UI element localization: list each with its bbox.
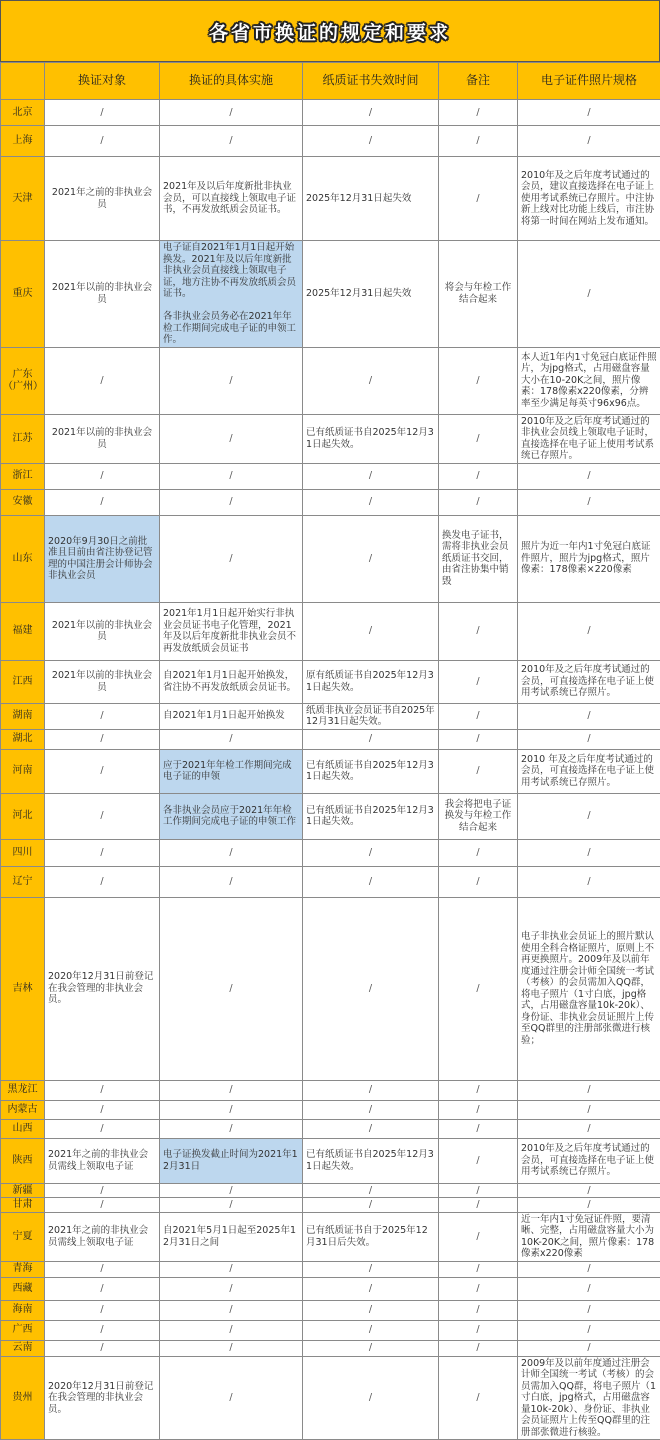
table-row bbox=[1, 489, 660, 515]
cell-expiry: / bbox=[303, 126, 439, 157]
cell-notes: / bbox=[439, 1320, 518, 1340]
cell-expiry: / bbox=[303, 463, 439, 489]
cell-implementation: / bbox=[160, 1320, 303, 1340]
province-cell: 河北 bbox=[1, 793, 45, 839]
cell-target: / bbox=[45, 1277, 160, 1300]
cell-photo-spec: 2010年及之后年度考试通过的会员，可直接选择在电子证上使用考试系统已存照片。 bbox=[518, 660, 660, 703]
province-cell: 宁夏 bbox=[1, 1212, 45, 1261]
header-cell-expiry: 纸质证书失效时间 bbox=[303, 63, 439, 100]
cell-implementation: / bbox=[160, 1356, 303, 1440]
cell-photo-spec: / bbox=[518, 1261, 660, 1277]
cell-notes: / bbox=[439, 1212, 518, 1261]
cell-photo-spec: / bbox=[518, 1277, 660, 1300]
table-row bbox=[1, 793, 660, 839]
cell-target: 2020年12月31日前登记在我会管理的非执业会员。 bbox=[45, 1356, 160, 1440]
table-row bbox=[1, 703, 660, 729]
cell-notes: / bbox=[439, 866, 518, 897]
cell-expiry: 2025年12月31日起失效 bbox=[303, 241, 439, 348]
cell-target: / bbox=[45, 1261, 160, 1277]
cell-implementation: / bbox=[160, 489, 303, 515]
cell-expiry: / bbox=[303, 1261, 439, 1277]
cell-target: / bbox=[45, 1320, 160, 1340]
province-cell: 河南 bbox=[1, 749, 45, 793]
cell-expiry: / bbox=[303, 1119, 439, 1138]
cell-photo-spec: / bbox=[518, 1119, 660, 1138]
cell-target: 2021年之前的非执业会员 bbox=[45, 157, 160, 241]
table-row bbox=[1, 897, 660, 1080]
cell-notes: / bbox=[439, 1340, 518, 1356]
cell-target: / bbox=[45, 749, 160, 793]
cell-notes: / bbox=[439, 839, 518, 866]
cell-implementation: 应于2021年年检工作期间完成电子证的申领 bbox=[160, 749, 303, 793]
table-row bbox=[1, 839, 660, 866]
table-row bbox=[1, 347, 660, 414]
province-cell: 江苏 bbox=[1, 414, 45, 463]
cell-expiry: 2025年12月31日起失效 bbox=[303, 157, 439, 241]
cell-notes: / bbox=[439, 660, 518, 703]
cell-notes: / bbox=[439, 1138, 518, 1183]
cell-target: / bbox=[45, 126, 160, 157]
cell-notes: / bbox=[439, 1198, 518, 1213]
cell-notes: / bbox=[439, 1277, 518, 1300]
cell-target: / bbox=[45, 463, 160, 489]
cell-implementation: / bbox=[160, 866, 303, 897]
cell-photo-spec: / bbox=[518, 1183, 660, 1198]
cell-notes: / bbox=[439, 414, 518, 463]
cell-notes: / bbox=[439, 1119, 518, 1138]
cell-implementation: 2021年及以后年度新批非执业会员，可以直接线上领取电子证书，不再发放纸质会员证书。 bbox=[160, 157, 303, 241]
table-row bbox=[1, 414, 660, 463]
table-row bbox=[1, 1277, 660, 1300]
cell-photo-spec: / bbox=[518, 1080, 660, 1100]
cell-photo-spec: / bbox=[518, 839, 660, 866]
cell-implementation: / bbox=[160, 1119, 303, 1138]
cell-expiry: / bbox=[303, 100, 439, 126]
cell-notes: / bbox=[439, 157, 518, 241]
cell-target: / bbox=[45, 1119, 160, 1138]
province-cell: 浙江 bbox=[1, 463, 45, 489]
cell-target: 2021年以前的非执业会员 bbox=[45, 241, 160, 348]
cell-notes: / bbox=[439, 897, 518, 1080]
cell-implementation: / bbox=[160, 1300, 303, 1320]
province-cell: 广西 bbox=[1, 1320, 45, 1340]
province-cell: 湖南 bbox=[1, 703, 45, 729]
cell-expiry: / bbox=[303, 1356, 439, 1440]
cell-photo-spec: 照片为近一年内1寸免冠白底证件照片，照片为jpg格式，照片像素：178像素×220像素 bbox=[518, 515, 660, 602]
header-cell-target: 换证对象 bbox=[45, 63, 160, 100]
cell-target: / bbox=[45, 839, 160, 866]
cell-target: 2021年以前的非执业会员 bbox=[45, 602, 160, 660]
cell-implementation: / bbox=[160, 1277, 303, 1300]
table-row bbox=[1, 1356, 660, 1440]
rules-table bbox=[0, 62, 660, 1440]
table-row bbox=[1, 602, 660, 660]
province-cell: 福建 bbox=[1, 602, 45, 660]
cell-expiry: 纸质非执业会员证书自2025年12月31日起失效。 bbox=[303, 703, 439, 729]
cell-implementation: / bbox=[160, 463, 303, 489]
province-cell: 内蒙古 bbox=[1, 1100, 45, 1119]
cell-photo-spec: / bbox=[518, 1198, 660, 1213]
table-row bbox=[1, 1320, 660, 1340]
table-row bbox=[1, 866, 660, 897]
cell-expiry: / bbox=[303, 515, 439, 602]
table-row bbox=[1, 1100, 660, 1119]
cell-implementation: / bbox=[160, 126, 303, 157]
province-cell: 辽宁 bbox=[1, 866, 45, 897]
cell-expiry: 已有纸质证书自于2025年12月31日后失效。 bbox=[303, 1212, 439, 1261]
header-cell-photo-spec: 电子证件照片规格 bbox=[518, 63, 660, 100]
cell-target: / bbox=[45, 866, 160, 897]
header-row bbox=[1, 63, 660, 100]
table-row bbox=[1, 100, 660, 126]
cell-target: / bbox=[45, 703, 160, 729]
province-cell: 青海 bbox=[1, 1261, 45, 1277]
table-row bbox=[1, 515, 660, 602]
cell-notes: 换发电子证书，需将非执业会员纸质证书交回，由省注协集中销毁 bbox=[439, 515, 518, 602]
cell-implementation: / bbox=[160, 1080, 303, 1100]
page-title: 各省市换证的规定和要求 bbox=[209, 18, 451, 45]
cell-expiry: / bbox=[303, 839, 439, 866]
cell-photo-spec: / bbox=[518, 1320, 660, 1340]
province-cell: 西藏 bbox=[1, 1277, 45, 1300]
cell-expiry: / bbox=[303, 1300, 439, 1320]
province-cell: 山东 bbox=[1, 515, 45, 602]
cell-expiry: / bbox=[303, 347, 439, 414]
cell-implementation: / bbox=[160, 414, 303, 463]
cell-notes: / bbox=[439, 1300, 518, 1320]
cell-expiry: 已有纸质证书自2025年12月31日起失效。 bbox=[303, 414, 439, 463]
cell-target: / bbox=[45, 1198, 160, 1213]
province-cell: 天津 bbox=[1, 157, 45, 241]
cell-photo-spec: 2010 年及之后年度考试通过的会员，可直接选择在电子证上使用考试系统已存照片。 bbox=[518, 749, 660, 793]
cell-photo-spec: / bbox=[518, 866, 660, 897]
table-row bbox=[1, 1300, 660, 1320]
cell-target: 2021年以前的非执业会员 bbox=[45, 414, 160, 463]
province-cell: 山西 bbox=[1, 1119, 45, 1138]
province-cell: 新疆 bbox=[1, 1183, 45, 1198]
cell-expiry: / bbox=[303, 866, 439, 897]
cell-expiry: / bbox=[303, 729, 439, 749]
cell-expiry: / bbox=[303, 1340, 439, 1356]
cell-implementation: 自2021年1月1日起开始换发 bbox=[160, 703, 303, 729]
table-row bbox=[1, 126, 660, 157]
province-cell: 上海 bbox=[1, 126, 45, 157]
cell-implementation: / bbox=[160, 347, 303, 414]
province-cell: 陕西 bbox=[1, 1138, 45, 1183]
cell-notes: / bbox=[439, 703, 518, 729]
cell-notes: 我会将把电子证换发与年检工作结合起来 bbox=[439, 793, 518, 839]
cell-target: / bbox=[45, 1340, 160, 1356]
cell-target: 2020年9月30日之前批准且目前由省注协登记管理的中国注册会计师协会非执业会员 bbox=[45, 515, 160, 602]
cell-notes: / bbox=[439, 1183, 518, 1198]
cell-photo-spec: 本人近1年内1寸免冠白底证件照片，为jpg格式，占用磁盘容量大小在10-20K之间，照片像素：178像素x220像素，分辨率至少满足每英寸96x96点。 bbox=[518, 347, 660, 414]
table-row bbox=[1, 729, 660, 749]
cell-expiry: / bbox=[303, 1100, 439, 1119]
table-row bbox=[1, 1212, 660, 1261]
table-row bbox=[1, 749, 660, 793]
cell-photo-spec: / bbox=[518, 489, 660, 515]
cell-target: / bbox=[45, 1080, 160, 1100]
cell-expiry: 已有纸质证书自2025年12月31日起失效。 bbox=[303, 749, 439, 793]
cell-expiry: 已有纸质证书自2025年12月31日起失效。 bbox=[303, 1138, 439, 1183]
cell-photo-spec: 近一年内1寸免冠证件照，要清晰、完整，占用磁盘容量大小为10K-20K之间，照片像素：178像素x220像素 bbox=[518, 1212, 660, 1261]
cell-notes: / bbox=[439, 463, 518, 489]
cell-photo-spec: / bbox=[518, 241, 660, 348]
cell-notes: 将会与年检工作结合起来 bbox=[439, 241, 518, 348]
cell-target: 2021年之前的非执业会员需线上领取电子证 bbox=[45, 1212, 160, 1261]
header-cell-province bbox=[1, 63, 45, 100]
cell-implementation: 各非执业会员应于2021年年检工作期间完成电子证的申领工作 bbox=[160, 793, 303, 839]
province-cell: 海南 bbox=[1, 1300, 45, 1320]
table-row bbox=[1, 1340, 660, 1356]
cell-implementation: / bbox=[160, 100, 303, 126]
cell-photo-spec: / bbox=[518, 463, 660, 489]
cell-implementation: / bbox=[160, 1198, 303, 1213]
title-bar bbox=[0, 0, 660, 62]
table-row bbox=[1, 463, 660, 489]
province-cell: 北京 bbox=[1, 100, 45, 126]
table-row bbox=[1, 1183, 660, 1198]
cell-notes: / bbox=[439, 347, 518, 414]
cell-notes: / bbox=[439, 729, 518, 749]
cell-target: / bbox=[45, 1300, 160, 1320]
cell-implementation: / bbox=[160, 1340, 303, 1356]
table-row bbox=[1, 1138, 660, 1183]
cell-implementation: / bbox=[160, 1100, 303, 1119]
cell-implementation: / bbox=[160, 1261, 303, 1277]
cell-implementation: 自2021年1月1日起开始换发，省注协不再发放纸质会员证书。 bbox=[160, 660, 303, 703]
cell-implementation: / bbox=[160, 839, 303, 866]
cell-implementation: 电子证换发截止时间为2021年12月31日 bbox=[160, 1138, 303, 1183]
cell-target: / bbox=[45, 1100, 160, 1119]
cell-notes: / bbox=[439, 749, 518, 793]
cell-expiry: / bbox=[303, 897, 439, 1080]
cell-photo-spec: 2010年及之后年度考试通过的会员，可直接选择在电子证上使用考试系统已存照片。 bbox=[518, 1138, 660, 1183]
province-cell: 黑龙江 bbox=[1, 1080, 45, 1100]
table-row bbox=[1, 241, 660, 348]
cell-notes: / bbox=[439, 126, 518, 157]
cell-implementation: 电子证自2021年1月1日起开始换发。2021年及以后年度新批非执业会员直接线上领取电子证，地方注协不再发放纸质会员证书。 各非执业会员务必在2021年年检工作期间完成电子证的申领工作。 bbox=[160, 241, 303, 348]
cell-expiry: / bbox=[303, 1198, 439, 1213]
province-cell: 吉林 bbox=[1, 897, 45, 1080]
cell-target: / bbox=[45, 100, 160, 126]
cell-photo-spec: 电子非执业会员证上的照片默认使用全科合格证照片，原则上不再更换照片。2009年及以前年度通过注册会计师全国统一考试（考核）的会员需加入QQ群，将电子照片（1寸白底，jpg格式，占用磁盘容量10k-20k）、身份证、非执业会员证照片上传至QQ群里的注册部张微进行核验； bbox=[518, 897, 660, 1080]
cell-target: / bbox=[45, 347, 160, 414]
cell-implementation: / bbox=[160, 729, 303, 749]
cell-photo-spec: / bbox=[518, 703, 660, 729]
cell-expiry: 原有纸质证书自2025年12月31日起失效。 bbox=[303, 660, 439, 703]
cell-implementation: / bbox=[160, 1183, 303, 1198]
province-cell: 广东（广州） bbox=[1, 347, 45, 414]
cell-expiry: / bbox=[303, 489, 439, 515]
cell-implementation: / bbox=[160, 515, 303, 602]
province-cell: 重庆 bbox=[1, 241, 45, 348]
province-cell: 贵州 bbox=[1, 1356, 45, 1440]
cell-implementation: 2021年1月1日起开始实行非执业会员证书电子化管理，2021年及以后年度新批非执业会员不再发放纸质会员证书 bbox=[160, 602, 303, 660]
cell-target: 2021年以前的非执业会员 bbox=[45, 660, 160, 703]
table-row bbox=[1, 1198, 660, 1213]
table-row bbox=[1, 157, 660, 241]
cell-photo-spec: 2009年及以前年度通过注册会计师全国统一考试（考核）的会员需加入QQ群，将电子照片（1寸白底，jpg格式，占用磁盘容量10k-20k）、身份证、非执业会员证照片上传至QQ群里的注册部张微进行核验。 bbox=[518, 1356, 660, 1440]
cell-photo-spec: / bbox=[518, 100, 660, 126]
province-cell: 湖北 bbox=[1, 729, 45, 749]
table-row bbox=[1, 1261, 660, 1277]
cell-notes: / bbox=[439, 602, 518, 660]
cell-target: / bbox=[45, 489, 160, 515]
cell-expiry: 已有纸质证书自2025年12月31日起失效。 bbox=[303, 793, 439, 839]
table-row bbox=[1, 1119, 660, 1138]
cell-target: / bbox=[45, 793, 160, 839]
cell-notes: / bbox=[439, 1100, 518, 1119]
province-cell: 甘肃 bbox=[1, 1198, 45, 1213]
cell-target: 2020年12月31日前登记在我会管理的非执业会员。 bbox=[45, 897, 160, 1080]
cell-implementation: 自2021年5月1日起至2025年12月31日之间 bbox=[160, 1212, 303, 1261]
cell-notes: / bbox=[439, 1080, 518, 1100]
cell-target: / bbox=[45, 729, 160, 749]
table-row bbox=[1, 1080, 660, 1100]
cell-photo-spec: / bbox=[518, 1340, 660, 1356]
table-row bbox=[1, 660, 660, 703]
cell-photo-spec: / bbox=[518, 793, 660, 839]
cell-photo-spec: 2010年及之后年度考试通过的会员，建议直接选择在电子证上使用考试系统已存照片。中注协新上线对比功能上线后，市注协将第一时间在网站上发布通知。 bbox=[518, 157, 660, 241]
cell-expiry: / bbox=[303, 1320, 439, 1340]
province-cell: 云南 bbox=[1, 1340, 45, 1356]
cell-notes: / bbox=[439, 100, 518, 126]
province-cell: 安徽 bbox=[1, 489, 45, 515]
province-cell: 四川 bbox=[1, 839, 45, 866]
header-cell-notes: 备注 bbox=[439, 63, 518, 100]
cell-photo-spec: / bbox=[518, 1300, 660, 1320]
cell-target: / bbox=[45, 1183, 160, 1198]
cell-notes: / bbox=[439, 1356, 518, 1440]
province-cell: 江西 bbox=[1, 660, 45, 703]
cell-photo-spec: 2010年及之后年度考试通过的非执业会员线上领取电子证时，直接选择在电子证上使用考试系统已存照片。 bbox=[518, 414, 660, 463]
cell-implementation: / bbox=[160, 897, 303, 1080]
cell-photo-spec: / bbox=[518, 729, 660, 749]
cell-notes: / bbox=[439, 489, 518, 515]
header-cell-implementation: 换证的具体实施 bbox=[160, 63, 303, 100]
cell-photo-spec: / bbox=[518, 1100, 660, 1119]
cell-expiry: / bbox=[303, 602, 439, 660]
cell-target: 2021年之前的非执业会员需线上领取电子证 bbox=[45, 1138, 160, 1183]
table-body bbox=[1, 100, 660, 1440]
cell-notes: / bbox=[439, 1261, 518, 1277]
cell-photo-spec: / bbox=[518, 602, 660, 660]
cell-expiry: / bbox=[303, 1277, 439, 1300]
cell-photo-spec: / bbox=[518, 126, 660, 157]
cell-expiry: / bbox=[303, 1183, 439, 1198]
cell-expiry: / bbox=[303, 1080, 439, 1100]
